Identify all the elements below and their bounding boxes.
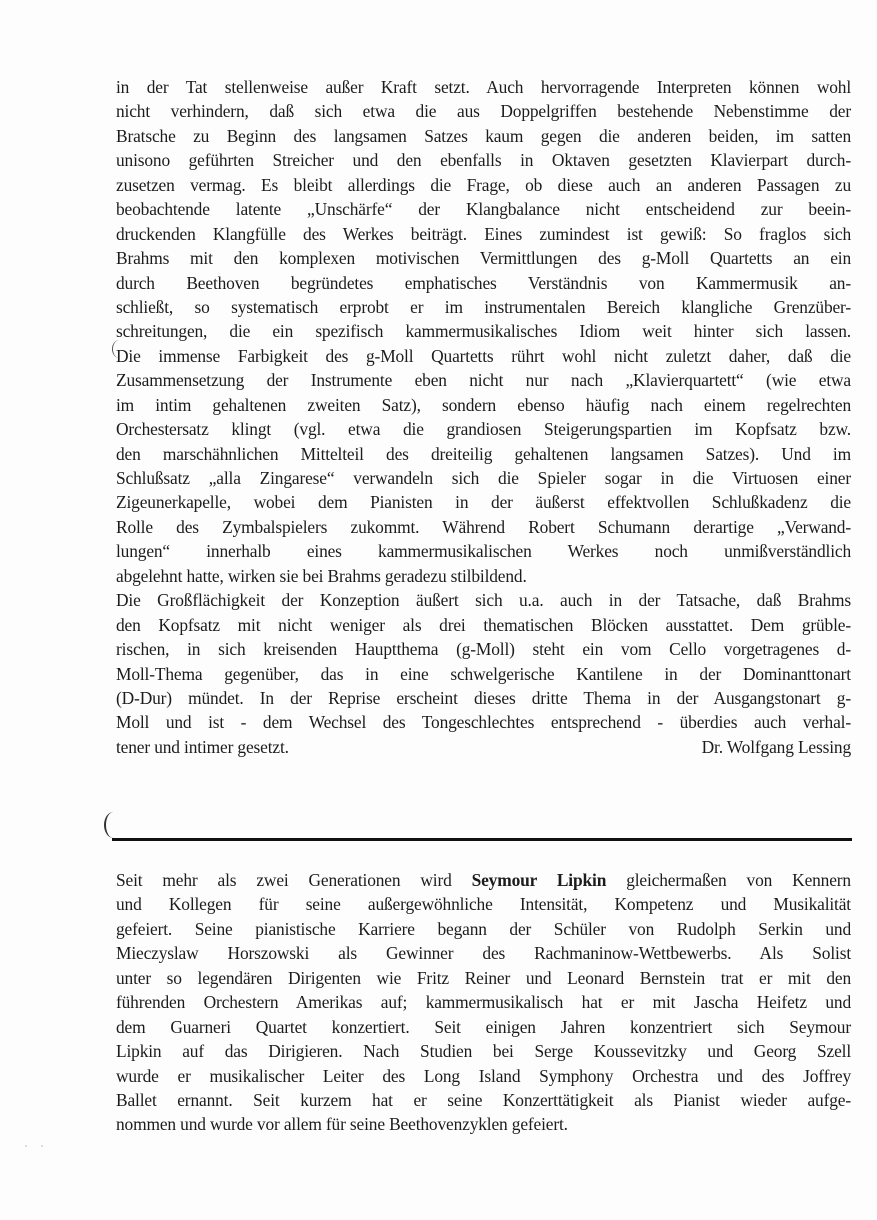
text-line: wurde er musikalischer Leiter des Long Island Symphony Orchestra und des Joffrey [116, 1065, 851, 1086]
text-line: den Kopfsatz mit nicht weniger als drei thematischen Blöcken ausstattet. Dem grüble- [116, 614, 851, 635]
text-line: Moll-Thema gegenüber, das in eine schwelgerische Kantilene in der Dominanttonart [116, 663, 851, 684]
text-line: in der Tat stellenweise außer Kraft setzt. Auch hervorragende Interpreten können wohl [116, 77, 851, 97]
text-line: Bratsche zu Beginn des langsamen Satzes kaum gegen die anderen beiden, im satten [116, 125, 851, 146]
author-signature: Dr. Wolfgang Lessing [701, 736, 851, 757]
text-line: Die immense Farbigkeit des g-Moll Quartetts rührt wohl nicht zuletzt daher, daß die [116, 345, 851, 366]
biography-last-line: nommen und wurde vor allem für seine Beethovenzyklen gefeiert. [116, 1114, 568, 1135]
text-line: Brahms mit den komplexen motivischen Vermittlungen des g-Moll Quartetts an ein [116, 248, 851, 269]
text-line: Zigeunerkapelle, wobei dem Pianisten in der äußerst effektvollen Schlußkadenz die [116, 492, 851, 513]
text-line: Schlußsatz „alla Zingarese“ verwandeln sich die Spieler sogar in die Virtuosen einer [116, 468, 851, 488]
scan-artifact-bracket [104, 812, 116, 838]
biography-text [116, 868, 851, 1137]
text-line: Zusammensetzung der Instrumente eben nicht nur nach „Klavierquartett“ (wie etwa [116, 370, 851, 391]
text-line: unisono geführten Streicher und den ebenfalls in Oktaven gesetzten Klavierpart durch- [116, 150, 851, 171]
text-line: lungen“ innerhalb eines kammermusikalischen Werkes noch unmißverständlich [116, 541, 851, 562]
text-line: zusetzen vermag. Es bleibt allerdings die Frage, ob diese auch an anderen Passagen zu [116, 174, 851, 195]
text-line: schreitungen, die ein spezifisch kammermusikalisches Idiom weit hinter sich lassen. [116, 321, 851, 342]
text-line: Lipkin auf das Dirigieren. Nach Studien bei Serge Koussevitzky und Georg Szell [116, 1041, 851, 1062]
biography-lines [116, 892, 851, 1112]
scan-artifact-mark [112, 340, 121, 358]
essay-closing-line [116, 735, 851, 759]
text-line: nicht verhindern, daß sich etwa die aus Doppelgriffen bestehende Nebenstimme der [116, 101, 851, 122]
text-line: im intim gehaltenen zweiten Satz), sondern ebenso häufig nach einem regelrechten [116, 394, 851, 415]
text-line: Mieczyslaw Horszowski als Gewinner des Rachmaninow-Wettbewerbs. Als Solist [116, 943, 851, 964]
text-line: beobachtende latente „Unschärfe“ der Klangbalance nicht entscheidend zur beein- [116, 199, 851, 220]
text-line: abgelehnt hatte, wirken sie bei Brahms geradezu stilbildend. [116, 565, 527, 586]
text-line: Rolle des Zymbalspielers zukommt. Während Robert Schumann derartige „Verwand- [116, 516, 851, 537]
text-line: unter so legendären Dirigenten wie Fritz Reiner und Leonard Bernstein trat er mit den [116, 967, 851, 988]
text-line: führenden Orchestern Amerikas auf; kammermusikalisch hat er mit Jascha Heifetz und [116, 992, 851, 1013]
section-divider [112, 838, 852, 841]
biography-first-line [116, 868, 851, 892]
text-line: rischen, in sich kreisenden Hauptthema (g-Moll) steht ein vom Cello vorgetragenes d- [116, 639, 851, 660]
biography-intro-end: gleichermaßen von Kennern [606, 870, 851, 890]
text-line: den marschähnlichen Mittelteil des dreiteilig gehaltenen langsamen Satzes). Und im [116, 443, 851, 464]
text-line: (D-Dur) mündet. In der Reprise erscheint dieses dritte Thema in der Ausgangstonart g- [116, 687, 851, 708]
essay-text [116, 75, 851, 759]
text-line: gefeiert. Seine pianistische Karriere begann der Schüler von Rudolph Serkin und [116, 918, 851, 939]
text-line: druckenden Klangfülle des Werkes beiträgt. Eines zumindest ist gewiß: So fraglos sich [116, 223, 851, 244]
text-line: durch Beethoven begründetes emphatisches Verständnis von Kammermusik an- [116, 272, 851, 293]
text-line: Moll und ist - dem Wechsel des Tongeschlechtes entsprechend - überdies auch verhal- [116, 712, 851, 733]
biography-intro: Seit mehr als zwei Generationen wird [116, 870, 472, 890]
essay-last-line: tener und intimer gesetzt. [116, 736, 289, 757]
text-line: dem Guarneri Quartet konzertiert. Seit einigen Jahren konzentriert sich Seymour [116, 1016, 851, 1037]
text-line: Orchestersatz klingt (vgl. etwa die grandiosen Steigerungspartien im Kopfsatz bzw. [116, 419, 851, 440]
text-line: Ballet ernannt. Seit kurzem hat er seine Konzerttätigkeit als Pianist wieder aufge- [116, 1089, 851, 1110]
text-line: und Kollegen für seine außergewöhnliche Intensität, Kompetenz und Musikalität [116, 894, 851, 915]
scan-specks [25, 1145, 55, 1149]
text-line: Die Großflächigkeit der Konzeption äußert sich u.a. auch in der Tatsache, daß Brahms [116, 590, 851, 611]
artist-name: Seymour Lipkin [471, 870, 607, 890]
text-line: schließt, so systematisch erprobt er im instrumentalen Bereich klangliche Grenzüber- [116, 296, 851, 317]
essay-lines [116, 75, 851, 735]
